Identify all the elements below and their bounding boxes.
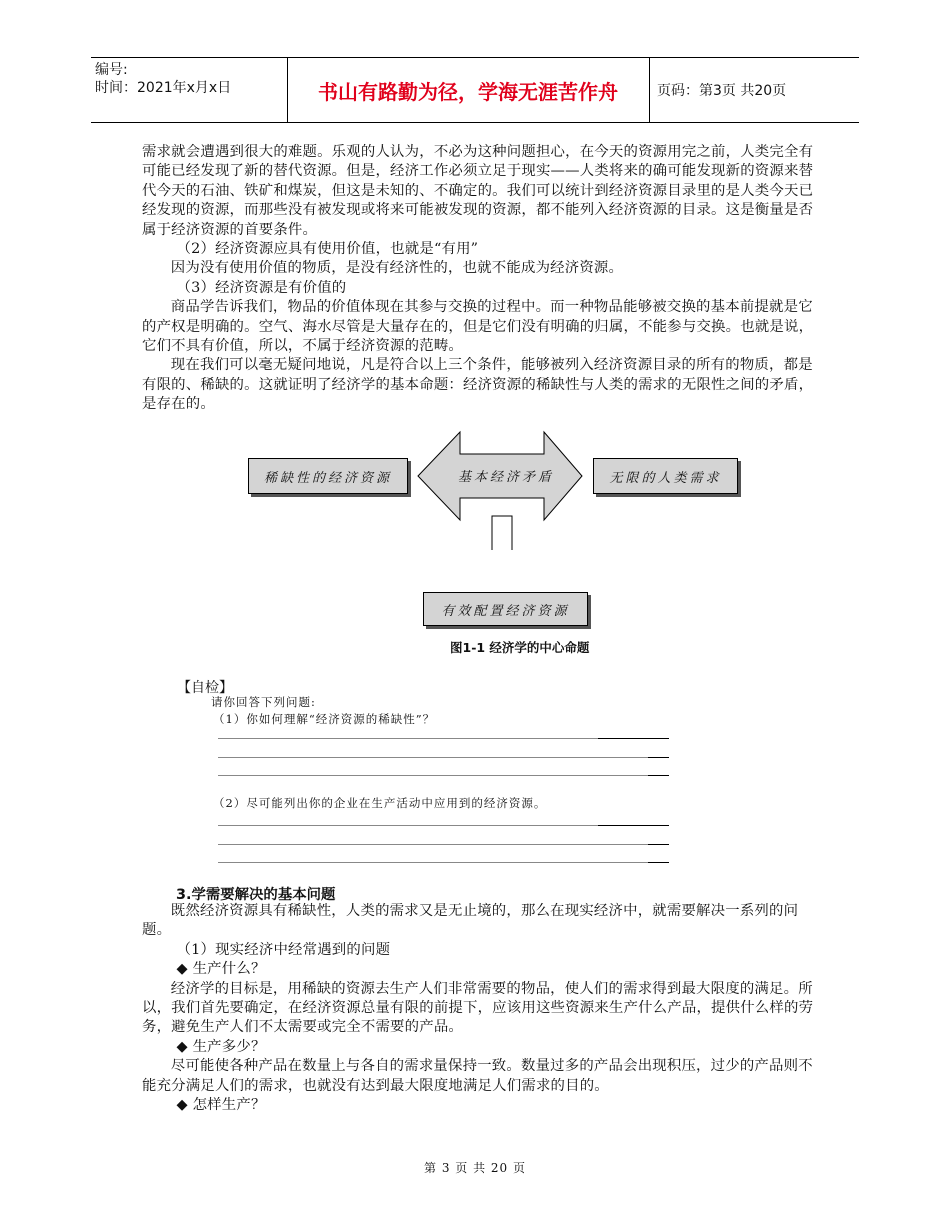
bullet-heading: ◆ 生产什么？ [176,961,266,978]
down-arrow [480,516,524,550]
answer-line [648,775,669,776]
answer-line [218,757,648,758]
number-label: 编号: [95,62,128,78]
paragraph: （3）经济资源是有价值的 [176,279,347,296]
figure-caption: 图1-1 经济学的中心命题 [450,640,590,655]
header-divider [649,58,650,122]
paragraph: 既然经济资源具有稀缺性，人类的需求又是无止境的，那么在现实经济中，就需要解决一系列的问题。 [142,903,799,939]
question-1: （1）你如何理解“经济资源的稀缺性”？ [213,712,436,726]
header-motto: 书山有路勤为径，学海无涯苦作舟 [318,79,618,104]
page-header [91,57,859,123]
answer-line [598,738,669,739]
diagram-arrows [416,430,586,550]
answer-line [648,862,669,863]
central-proposition-diagram [248,430,738,630]
bullet-heading: ◆ 怎样生产？ [176,1097,266,1114]
paragraph: 经济学的目标是，用稀缺的资源去生产人们非常需要的物品，使人们的需求得到最大限度的满足。所以，我们首先要确定，在经济资源总量有限的前提下，应该用这些资源来生产什么产品，提供什么样的劳务，避免生产人们不太需要或完全不需要的产品。 [142,980,814,1036]
paragraph: 尽可能使各种产品在数量上与各自的需求量保持一致。数量过多的产品会出现积压，过少的产品则不能充分满足人们的需求，也就没有达到最大限度地满足人们需求的目的。 [142,1058,813,1094]
scarce-resources-box: 稀缺性的经济资源 [248,458,408,494]
answer-line [218,775,648,776]
answer-line [218,825,598,826]
answer-line [648,844,669,845]
page-footer: 第 3 页 共 20 页 [424,1161,526,1175]
answer-line [598,825,669,826]
paragraph: （1）现实经济中经常遇到的问题 [176,941,391,958]
paragraph: 现在我们可以毫无疑问地说，凡是符合以上三个条件，能够被列入经济资源目录的所有的物质，都是有限的、稀缺的。这就证明了经济学的基本命题：经济资源的稀缺性与人类的需求的无限性之间的矛盾，是存在的。 [142,357,814,413]
section-body [142,902,817,1115]
bullet-heading: ◆ 生产多少？ [176,1038,266,1055]
unlimited-needs-box: 无限的人类需求 [593,458,738,494]
paragraph: 因为没有使用价值的物质，是没有经济性的，也就不能成为经济资源。 [170,260,624,277]
answer-line [218,738,598,739]
paragraph: 商品学告诉我们，物品的价值体现在其参与交换的过程中。而一种物品能够被交换的基本前提就是它的产权是明确的。空气、海水尽管是大量存在的，但是它们没有明确的归属，不能参与交换。也就是说，它们不具有价值，所以，不属于经济资源的范畴。 [142,299,814,355]
header-page-info: 页码：第3页 共20页 [657,83,787,99]
selfcheck-intro: 请你回答下列问题: [211,695,316,709]
header-meta [91,58,287,122]
basic-contradiction-label: 基本经济矛盾 [457,469,554,485]
body-text [142,143,817,415]
section-title: 3.学需要解决的基本问题 [176,887,336,903]
efficient-allocation-box: 有效配置经济资源 [423,592,588,626]
selfcheck-title: 【自检】 [177,680,233,696]
answer-line [218,862,648,863]
paragraph: （2）经济资源应具有使用价值，也就是“有用” [176,241,479,258]
paragraph: 需求就会遭遇到很大的难题。乐观的人认为，不必为这种问题担心，在今天的资源用完之前，人类完全有可能已经发现了新的替代资源。但是，经济工作必须立足于现实——人类将来的确可能发现新的资源来替代今天的石油、铁矿和煤炭，但这是未知的、不确定的。我们可以统计到经济资源目录里的是人类今天已经发现的资源，而那些没有被发现或将来可能被发现的资源，都不能列入经济资源的目录。这是衡量是否属于经济资源的首要条件。 [142,144,814,238]
question-2: （2）尽可能列出你的企业在生产活动中应用到的经济资源。 [213,796,547,810]
answer-line [648,757,669,758]
answer-line [218,844,648,845]
time-label: 时间：2021年x月x日 [95,80,232,96]
